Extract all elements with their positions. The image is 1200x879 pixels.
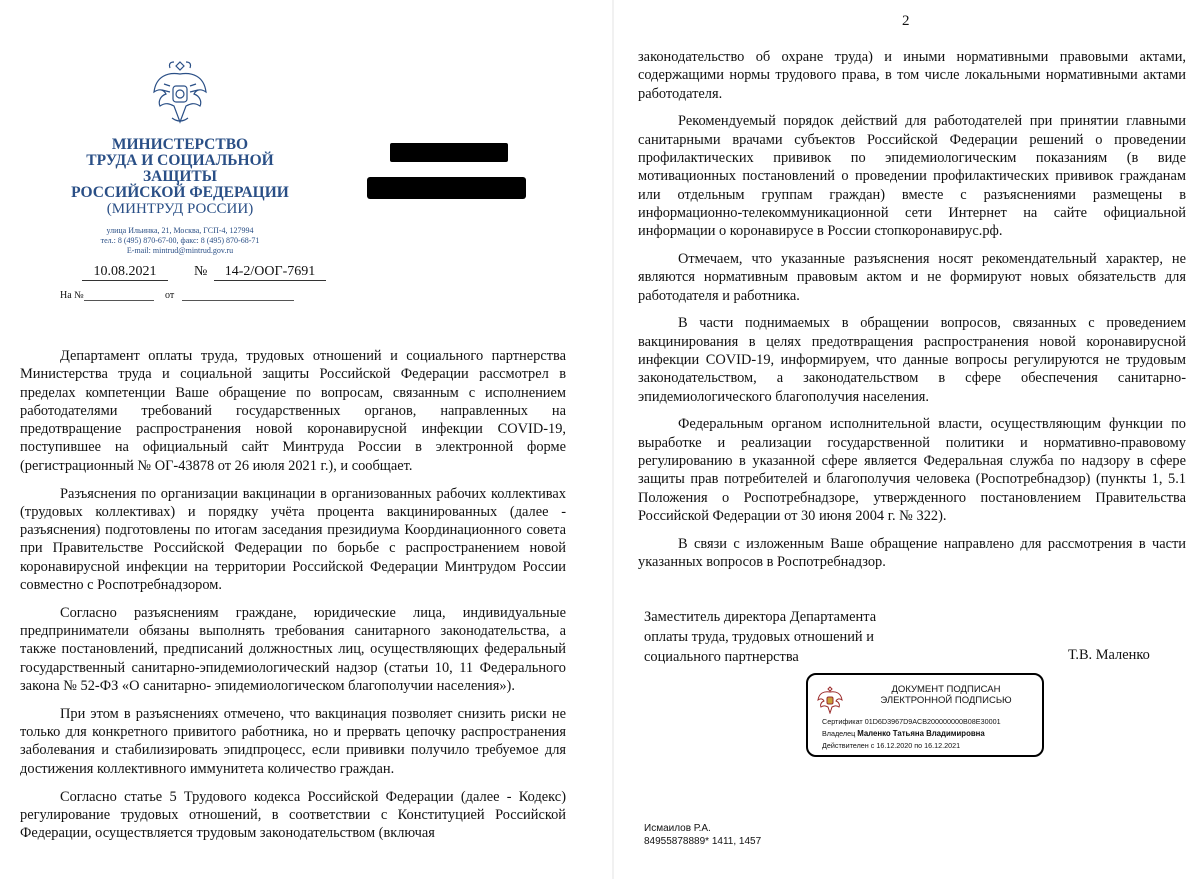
esig-title-line-1: ДОКУМЕНТ ПОДПИСАН: [891, 684, 1001, 695]
ministry-line-2: ТРУДА И СОЦИАЛЬНОЙ: [86, 152, 274, 169]
paragraph: В части поднимаемых в обращении вопросов, связанных с проведением вакцинирования в целях предотвращения распространения новой коронавирусной инфекции COVID-19, информируем, что данные вопросы регулируются не трудовым законодательством, а законодательством в сфере обеспечения санитарно-эпидемиологического благополучия населения.: [638, 315, 1186, 405]
executor-name: Исмаилов Р.А.: [644, 823, 711, 834]
ministry-name: [60, 137, 300, 217]
ministry-address: улица Ильинка, 21, Москва, ГСП-4, 127994: [106, 226, 254, 235]
letter-body-page-1: [20, 347, 566, 852]
esig-title: [856, 684, 1036, 706]
esig-validity-label: Действителен: [822, 741, 869, 750]
redacted-recipient-name: [390, 143, 508, 162]
letter-page-2: [614, 0, 1200, 879]
page-number: 2: [902, 13, 910, 29]
esig-owner-value: Маленко Татьяна Владимировна: [857, 729, 985, 738]
ministry-contacts: [60, 226, 300, 256]
reference-date-label: от: [165, 290, 175, 301]
document-number-label: №: [194, 264, 208, 279]
esig-certificate: [822, 717, 1001, 726]
signatory-position-line-1: Заместитель директора Департамента: [644, 609, 877, 625]
esig-owner-label: Владелец: [822, 729, 856, 738]
reference-number-label: На №: [60, 290, 84, 301]
signatory-position-line-3: социального партнерства: [644, 649, 799, 665]
signatory-name: Т.В. Маленко: [1068, 647, 1150, 663]
ministry-line-3: ЗАЩИТЫ: [142, 168, 217, 185]
document-number: 14-2/ООГ-7691: [214, 264, 326, 281]
signatory-position: [644, 607, 904, 667]
executor-phone: 84955878889* 1411, 1457: [644, 836, 762, 847]
paragraph-continuation: законодательство об охране труда) и иными нормативными правовыми актами, содержащими нормы трудового права, в том числе локальными нормативными актами работодателя.: [638, 49, 1186, 102]
ministry-line-1: МИНИСТЕРСТВО: [111, 136, 249, 153]
esig-title-line-2: ЭЛЕКТРОННОЙ ПОДПИСЬЮ: [880, 695, 1012, 706]
paragraph: В связи с изложенным Ваше обращение направлено для рассмотрения в части указанных вопросов в Роспотребнадзор.: [638, 535, 1186, 570]
paragraph: Согласно статье 5 Трудового кодекса Российской Федерации (далее - Кодекс) регулирование трудовых отношений, в соответствии с Конституцией Российской Федерации, осуществляется трудовым законодательством (включая: [20, 788, 566, 842]
esig-validity: [822, 741, 960, 750]
letter-body-page-2: [638, 48, 1186, 581]
russian-coat-of-arms-icon: [150, 56, 210, 128]
paragraph: Разъяснения по организации вакцинации в организованных рабочих коллективах (трудовых коллективах) и порядку учёта процента вакцинированных (далее - разъяснения) подготовлены по итогам заседания президиума Координационного совета при Правительстве Российской Федерации по борьбе с распространением новой коронавирусной инфекции на территории Российской Федерации Минтрудом России совместно с Роспотребнадзором.: [20, 485, 566, 594]
paragraph: Отмечаем, что указанные разъяснения носят рекомендательный характер, не являются нормативным правовым актом и не формируют новых обязательств для работодателя и работника.: [638, 250, 1186, 304]
ministry-phone: тел.: 8 (495) 870-67-00, факс: 8 (495) 870-68-71: [100, 236, 260, 245]
paragraph: Федеральным органом исполнительной власти, осуществляющим функции по выработке и реализации государственной политики и нормативно-правовому регулированию в указанной сфере является Федеральная служба по надзору в сфере защиты прав потребителей и благополучия человека (Роспотребнадзор) (пункты 1, 5.1 Положения о Роспотребнадзоре, утвержденного постановлением Правительства Российской Федерации от 30 июня 2004 г. № 322).: [638, 416, 1186, 524]
reference-date-line: [182, 300, 294, 301]
paragraph: При этом в разъяснениях отмечено, что вакцинация позволяет снизить риски не только для конкретного привитого работника, но и прервать цепочку распространения заболевания и стабилизировать эпидпроцесс, если прививки получило требуемое для достижения коллективного иммунитета количество граждан.: [20, 705, 566, 777]
ministry-line-4: РОССИЙСКОЙ ФЕДЕРАЦИИ: [71, 184, 289, 201]
reference-number-line: [84, 300, 154, 301]
document-date: 10.08.2021: [82, 264, 168, 281]
esig-validity-value: с 16.12.2020 по 16.12.2021: [870, 741, 961, 750]
esig-certificate-label: Сертификат: [822, 717, 863, 726]
ministry-short-name: (МИНТРУД РОССИИ): [106, 201, 254, 217]
esig-certificate-value: 01D6D3967D9ACB200000000B08E30001: [864, 717, 1001, 726]
esig-coat-of-arms-icon: [817, 684, 843, 714]
signatory-position-line-2: оплаты труда, трудовых отношений и: [644, 629, 874, 645]
esig-owner: [822, 729, 985, 738]
paragraph: Рекомендуемый порядок действий для работодателей при принятии главными санитарными врачами субъектов Российской Федерации решений о проведении профилактических прививок по эпидемиологическим показаниям (в виде мотивационных постановлений о проведении профилактических прививок гражданам или отдельным группам граждан) вместе с разъяснениями размещены в информационно-телекоммуникационной сети Интернет на сайте официальной информации о коронавирусе в России стопкоронавирус.рф.: [638, 113, 1186, 240]
executor-info: [644, 822, 761, 848]
ministry-email: E-mail: mintrud@mintrud.gov.ru: [126, 246, 234, 255]
paragraph: Согласно разъяснениям граждане, юридические лица, индивидуальные предприниматели обязаны выполнять требования санитарного законодательства, а также постановлений, предписаний должностных лиц, осуществляющих федеральный государственный санитарно-эпидемиологический надзор (статьи 10, 11 Федерального закона № 52-ФЗ «О санитарно- эпидемиологическом благополучии населения»).: [20, 604, 566, 695]
paragraph: Департамент оплаты труда, трудовых отношений и социального партнерства Министерства труда и социальной защиты Российской Федерации рассмотрел в пределах компетенции Ваше обращение по вопросам, связанным с исполнением работодателями требований государственных органов, направленных на предотвращение распространения новой коронавирусной инфекции COVID-19, поступившее на официальный сайт Минтруда России в электронной форме (регистрационный № ОГ-43878 от 26 июля 2021 г.), и сообщает.: [20, 348, 566, 474]
redacted-recipient-address: [367, 177, 526, 199]
electronic-signature-stamp: [806, 673, 1044, 757]
